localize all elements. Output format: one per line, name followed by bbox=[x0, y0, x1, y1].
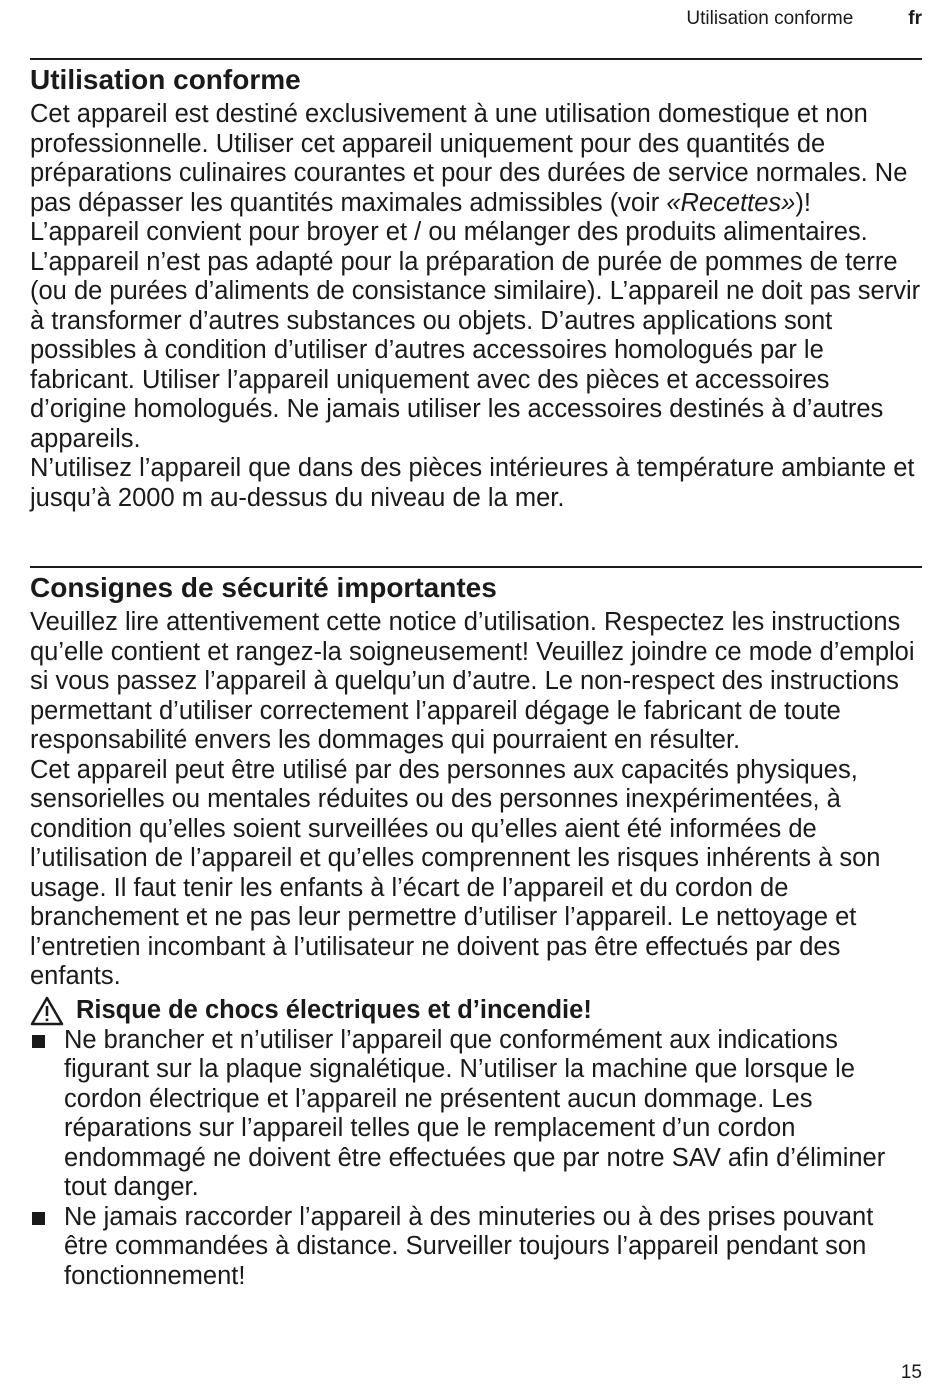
section-title: Utilisation conforme bbox=[30, 64, 301, 95]
paragraph: Veuillez lire attentivement cette notice d’utilisation. Respectez les instructions qu’elle contient et rangez-la soigneusement! Veuillez joindre ce mode d’emploi si vous passez l’appareil à quelqu’un d’autre. Le non-respect des instructions permettant d’utiliser correctement l’appareil dégage le fabricant de toute responsabilité envers les dommages qui pourraient en résulter. bbox=[30, 608, 915, 754]
running-header-title: Utilisation conforme bbox=[686, 8, 854, 29]
section-consignes-securite bbox=[30, 572, 922, 1291]
language-code: fr bbox=[908, 8, 922, 29]
warning-title: Risque de chocs électriques et d’incendie! bbox=[76, 995, 592, 1024]
square-bullet-icon bbox=[32, 1212, 45, 1225]
square-bullet-icon bbox=[32, 1035, 45, 1048]
safety-bullet-list bbox=[30, 1026, 922, 1292]
recipes-reference: «Recettes» bbox=[666, 188, 796, 217]
paragraph: N’utilisez l’appareil que dans des pièces intérieures à température ambiante et jusqu’à 2000 m au-dessus du niveau de la mer. bbox=[30, 454, 915, 512]
paragraph: Cet appareil peut être utilisé par des personnes aux capacités physiques, sensorielles ou mentales réduites ou des personnes inexpérimentées, à condition qu’elles soient surveillées ou qu’elles aient été informées de l’utilisation de l’appareil et qu’elles comprennent les risques inhérents à son usage. Il faut tenir les enfants à l’écart de l’appareil et du cordon de branchement et ne pas leur permettre d’utiliser l’appareil. Le nettoyage et l’entretien incombant à l’utilisateur ne doivent pas être effectués par des enfants. bbox=[30, 755, 881, 990]
section-title: Consignes de sécurité importantes bbox=[30, 572, 497, 603]
page-number: 15 bbox=[900, 1362, 922, 1383]
divider-middle bbox=[30, 566, 922, 568]
divider-top bbox=[30, 58, 922, 60]
warning-heading bbox=[30, 996, 922, 1026]
running-header bbox=[30, 8, 922, 30]
list-item: Ne jamais raccorder l’appareil à des minuteries ou à des prises pouvant être commandées à distance. Surveiller toujours l’appareil pendant son fonctionnement! bbox=[30, 1203, 922, 1292]
section-utilisation-conforme bbox=[30, 64, 922, 513]
warning-triangle-icon bbox=[30, 996, 64, 1026]
paragraph: Cet appareil est destiné exclusivement à une utilisation domestique et non professionnelle. Utiliser cet appareil uniquement pour des quantités de préparations culinaires courantes et pour des durées de service normales. Ne pas dépasser les quantités maximales admissibles (voir «Recettes»)! L’appareil convient pour broyer et / ou mélanger des produits alimentaires. L’appareil n’est pas adapté pour la préparation de purée de pommes de terre (ou de purées d’aliments de consistance similaire). L’appareil ne doit pas servir à transformer d’autres substances ou objets. D’autres applications sont possibles à condition d’utiliser d’autres accessoires homologués par le fabricant. Utiliser l’appareil uniquement avec des pièces et accessoires d’origine homologués. Ne jamais utiliser les accessoires destinés à d’autres appareils. bbox=[30, 100, 921, 453]
list-item: Ne brancher et n’utiliser l’appareil que conformément aux indications figurant sur la plaque signalétique. N’utiliser la machine que lorsque le cordon électrique et l’appareil ne présentent aucun dommage. Les réparations sur l’appareil telles que le remplacement d’un cordon endommagé ne doivent être effectuées que par notre SAV afin d’éliminer tout danger. bbox=[30, 1026, 922, 1203]
